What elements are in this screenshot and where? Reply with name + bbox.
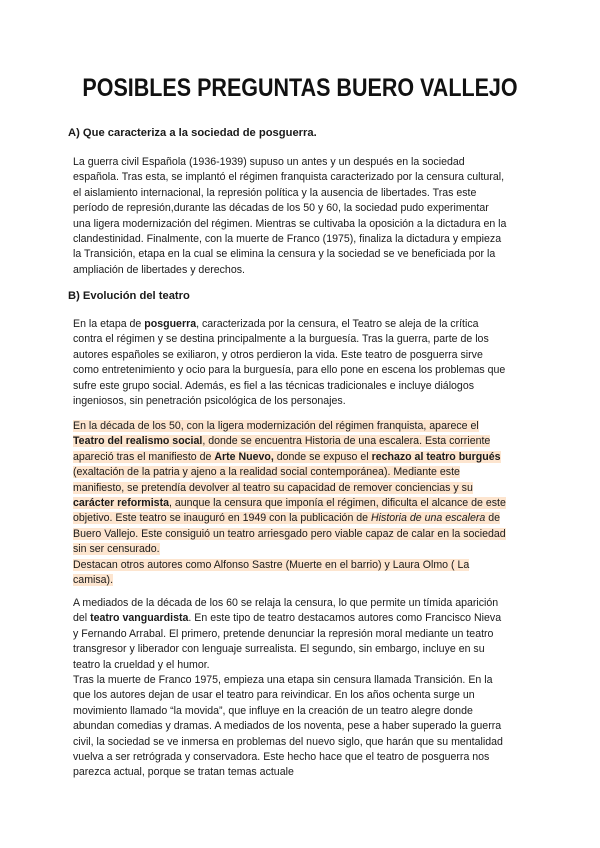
text-line: sufre este grupo social. Además, es fiel a las técnicas tradicionales e incluye diálogos — [73, 379, 475, 392]
text-line: y Fernando Arrabal. El primero, pretende denunciar la represión moral mediante un teatro — [73, 627, 494, 640]
text-line: movimiento llamado “la movida”, que influye en la creación de un teatro alegre donde — [73, 704, 473, 717]
text-line: autores españoles se exiliaron, y otros perdieron la vida. Este teatro de posguerra sirve — [73, 348, 483, 361]
section-b-paragraph-3 — [73, 596, 533, 781]
text-line: Teatro del realismo social, donde se encuentra Historia de una escalera. Esta corriente — [73, 435, 491, 448]
text-line: (exaltación de la patria y ajeno a la realidad social contemporánea). Mediante este — [73, 466, 460, 479]
text-line: abundan comedias y dramas. A mediados de los noventa, pese a haber superado la guerra — [73, 720, 502, 733]
text-line: carácter reformista, aunque la censura que imponía el régimen, dificulta el alcance de este — [73, 497, 506, 510]
text-line: Tras la muerte de Franco 1975, empieza una etapa sin censura llamada Transición. En la — [73, 674, 493, 687]
page-title: POSIBLES PREGUNTAS BUERO VALLEJO — [82, 74, 518, 102]
section-a-heading: A) Que caracteriza a la sociedad de posguerra. — [68, 127, 317, 139]
text-line: contra el régimen y se destina principalmente a la burguesía. Tras la guerra, parte de los — [73, 333, 489, 346]
text-line: A mediados de la década de los 60 se relaja la censura, lo que permite un tímida aparición — [73, 597, 499, 609]
text-line: el aislamiento internacional, la represión política y la ausencia de libertades. Tras este — [73, 186, 477, 199]
text-line: civil, la sociedad se ve inmersa en problemas del nuevo siglo, que harán que su mentalidad — [73, 735, 503, 748]
section-b-heading: B) Evolución del teatro — [68, 290, 190, 302]
text-line: Buero Vallejo. Este consiguió un teatro arriesgado pero viable capaz de calar en la sociedad — [73, 527, 506, 540]
text-line: En la década de los 50, con la ligera modernización del régimen franquista, aparece el — [73, 420, 479, 432]
text-line: Destacan otros autores como Alfonso Sastre (Muerte en el barrio) y Laura Olmo ( La — [73, 558, 470, 571]
text-line: ingeniosos, sin penetración psicológica de los personajes. — [73, 395, 346, 408]
text-line: una ligera modernización del régimen. Mientras se cultivaba la oposición a la dictadura en la — [73, 217, 507, 230]
text-line: En la etapa de posguerra, caracterizada por la censura, el Teatro se aleja de la crítica — [73, 318, 479, 330]
section-b-paragraph-2-highlighted — [73, 419, 533, 588]
text-line: manifiesto, se pretendía devolver al teatro su capacidad de remover conciencias y su — [73, 481, 473, 494]
text-line: teatro la crueldad y el humor. — [73, 658, 210, 671]
text-line: del teatro vanguardista. En este tipo de teatro destacamos autores como Francisco Nieva — [73, 612, 502, 625]
text-line: camisa). — [73, 574, 114, 587]
text-line: sin ser censurado. — [73, 543, 160, 556]
text-line: la Transición, etapa en la cual se elimina la censura y la sociedad se ve beneficiada por la — [73, 248, 496, 261]
text-line: La guerra civil Española (1936-1939) supuso un antes y un después en la sociedad — [73, 156, 465, 168]
text-line: como entretenimiento y ocio para la burguesía, para ello pone en escena los problemas que — [73, 364, 506, 377]
text-line: objetivo. Este teatro se inauguró en 1949 con la publicación de Historia de una escalera de — [73, 512, 500, 525]
text-line: clandestinidad. Finalmente, con la muerte de Franco (1975), finaliza la dictadura y empieza — [73, 233, 502, 246]
text-line: parezca actual, porque se tratan temas actuale — [73, 766, 294, 779]
text-line: transgresor y liberador con lenguaje surrealista. El segundo, sin embargo, incluye en su — [73, 643, 485, 656]
text-line: apareció tras el manifiesto de Arte Nuevo, donde se expuso el rechazo al teatro burgués — [73, 450, 501, 463]
text-line: período de represión,durante las décadas de los 50 y 60, la sociedad pudo experimentar — [73, 202, 489, 215]
section-a-paragraph — [73, 155, 533, 278]
text-line: ampliación de libertades y derechos. — [73, 263, 245, 276]
section-b-paragraph-1 — [73, 317, 533, 409]
text-line: vuelva a ser retrógrada y conservadora. Este hecho hace que el teatro de posguerra nos — [73, 751, 490, 764]
text-line: que los autores dejan de usar el teatro para reivindicar. En los años ochenta surge un — [73, 689, 475, 702]
text-line: española. Tras esta, se implantó el régimen franquista caracterizado por la censura cultural, — [73, 171, 505, 184]
